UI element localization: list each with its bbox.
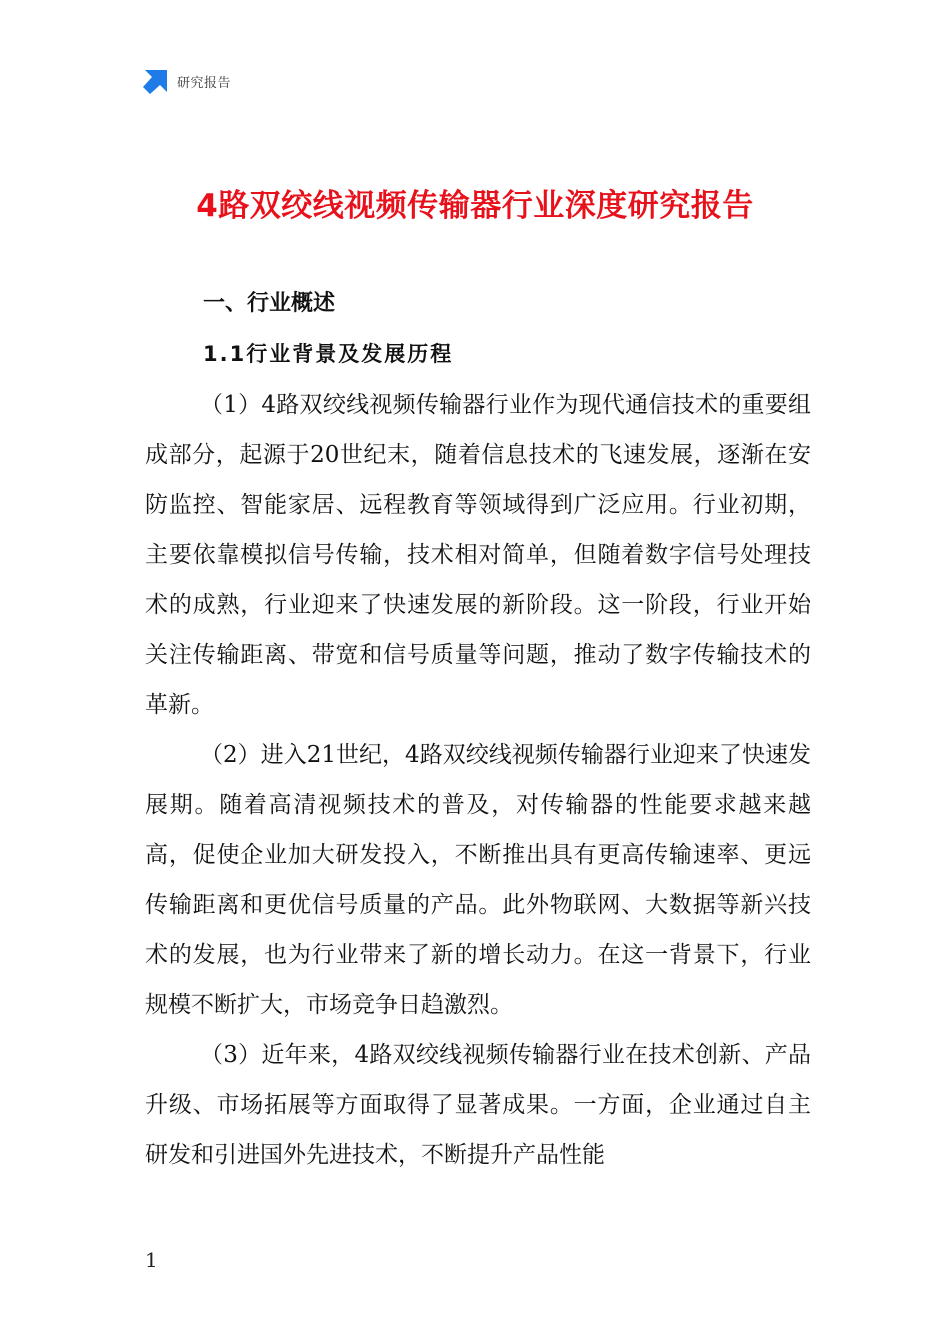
paragraph-1: （1）4路双绞线视频传输器行业作为现代通信技术的重要组成部分，起源于20世纪末，随着信息技术的飞速发展，逐渐在安防监控、智能家居、远程教育等领域得到广泛应用。行业初期，主要依靠模拟信号传输，技术相对简单，但随着数字信号处理技术的成熟，行业迎来了快速发展的新阶段。这一阶段，行业开始关注传输距离、带宽和信号质量等问题，推动了数字传输技术的革新。	[145, 392, 811, 718]
paragraph-3: （3）近年来，4路双绞线视频传输器行业在技术创新、产品升级、市场拓展等方面取得了显著成果。一方面，企业通过自主研发和引进国外先进技术，不断提升产品性能	[145, 1042, 811, 1168]
subsection-heading: 1.1行业背景及发展历程	[203, 342, 454, 366]
report-header	[143, 66, 231, 96]
header-label: 研究报告	[177, 75, 232, 91]
paragraph-2: （2）进入21世纪，4路双绞线视频传输器行业迎来了快速发展期。随着高清视频技术的普及，对传输器的性能要求越来越高，促使企业加大研发投入，不断推出具有更高传输速率、更远传输距离和更优信号质量的产品。此外物联网、大数据等新兴技术的发展，也为行业带来了新的增长动力。在这一背景下，行业规模不断扩大，市场竞争日趋激烈。	[145, 742, 811, 1018]
section-heading: 一、行业概述	[203, 291, 336, 316]
arrow-up-right-logo-icon	[143, 68, 169, 94]
document-title: 4路双绞线视频传输器行业深度研究报告	[196, 188, 754, 224]
document-body	[145, 380, 811, 1180]
page-number: 1	[145, 1248, 158, 1272]
